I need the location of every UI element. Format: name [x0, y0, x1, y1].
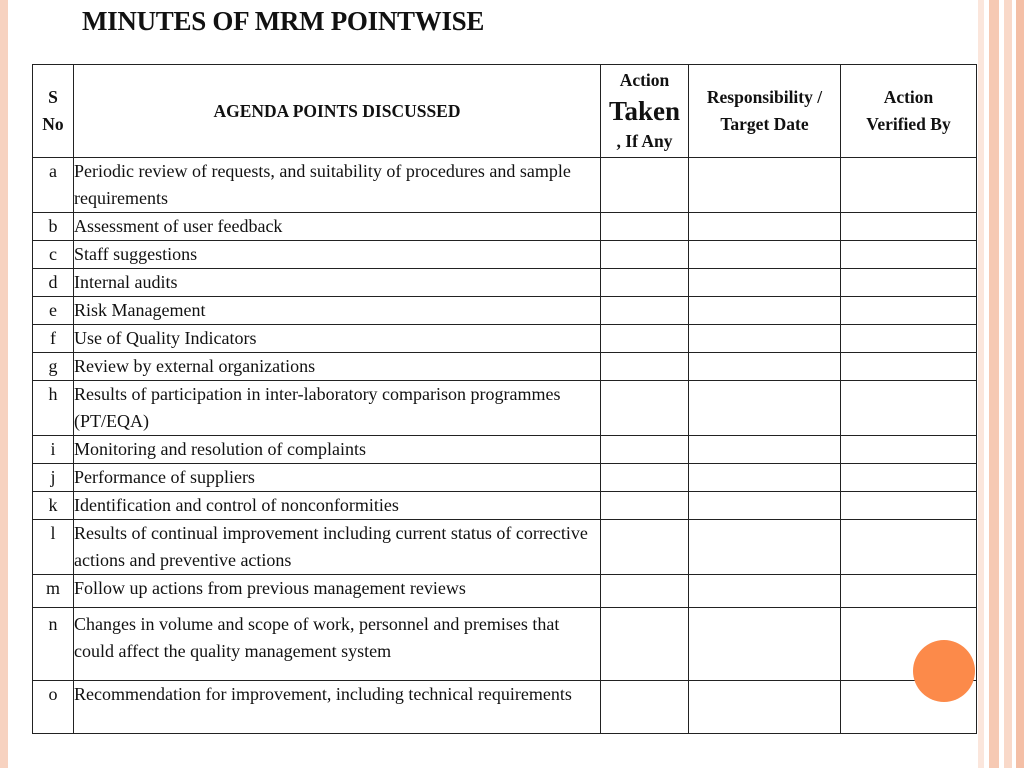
- row-agenda-point: Assessment of user feedback: [74, 213, 601, 241]
- minutes-table: [32, 64, 977, 734]
- table-row: [33, 681, 977, 734]
- table-row: [33, 269, 977, 297]
- table-header-row: [33, 65, 977, 158]
- row-sno: g: [33, 353, 74, 381]
- row-sno: e: [33, 297, 74, 325]
- row-responsibility-cell[interactable]: [689, 158, 841, 213]
- row-verified-cell[interactable]: [841, 520, 977, 575]
- row-agenda-point: Review by external organizations: [74, 353, 601, 381]
- row-verified-cell[interactable]: [841, 297, 977, 325]
- left-decorative-stripe: [0, 0, 8, 768]
- row-action-cell[interactable]: [601, 575, 689, 608]
- row-agenda-point: Results of continual improvement including current status of corrective actions and preventive actions: [74, 520, 601, 575]
- row-agenda-point: Staff suggestions: [74, 241, 601, 269]
- row-verified-cell[interactable]: [841, 381, 977, 436]
- row-responsibility-cell[interactable]: [689, 520, 841, 575]
- row-sno: a: [33, 158, 74, 213]
- table-row: [33, 241, 977, 269]
- table-row: [33, 464, 977, 492]
- row-responsibility-cell[interactable]: [689, 241, 841, 269]
- row-responsibility-cell[interactable]: [689, 213, 841, 241]
- row-responsibility-cell[interactable]: [689, 269, 841, 297]
- header-sno: [33, 65, 74, 158]
- table-row: [33, 325, 977, 353]
- header-responsibility: [689, 65, 841, 158]
- right-decorative-stripes: [978, 0, 1024, 768]
- row-action-cell[interactable]: [601, 464, 689, 492]
- row-responsibility-cell[interactable]: [689, 381, 841, 436]
- row-agenda-point: Periodic review of requests, and suitability of procedures and sample requirements: [74, 158, 601, 213]
- header-action-line2: Taken: [608, 96, 681, 126]
- row-action-cell[interactable]: [601, 353, 689, 381]
- table-row: [33, 436, 977, 464]
- row-agenda-point: Monitoring and resolution of complaints: [74, 436, 601, 464]
- row-action-cell[interactable]: [601, 213, 689, 241]
- row-agenda-point: Use of Quality Indicators: [74, 325, 601, 353]
- row-responsibility-cell[interactable]: [689, 492, 841, 520]
- row-verified-cell[interactable]: [841, 464, 977, 492]
- header-sno-line2: No: [42, 114, 64, 134]
- header-agenda: AGENDA POINTS DISCUSSED: [74, 65, 601, 158]
- row-verified-cell[interactable]: [841, 492, 977, 520]
- table-row: [33, 297, 977, 325]
- header-sno-line1: S: [48, 87, 58, 107]
- row-agenda-point: Changes in volume and scope of work, personnel and premises that could affect the quality management system: [74, 608, 601, 681]
- row-verified-cell[interactable]: [841, 269, 977, 297]
- row-agenda-point: Risk Management: [74, 297, 601, 325]
- row-responsibility-cell[interactable]: [689, 608, 841, 681]
- page-title: MINUTES OF MRM POINTWISE: [82, 6, 485, 36]
- row-agenda-point: Performance of suppliers: [74, 464, 601, 492]
- row-responsibility-cell[interactable]: [689, 575, 841, 608]
- table-row: [33, 381, 977, 436]
- row-action-cell[interactable]: [601, 681, 689, 734]
- row-action-cell[interactable]: [601, 241, 689, 269]
- header-verified-line2: Verified By: [866, 114, 951, 134]
- row-responsibility-cell[interactable]: [689, 464, 841, 492]
- row-responsibility-cell[interactable]: [689, 325, 841, 353]
- row-action-cell[interactable]: [601, 381, 689, 436]
- row-responsibility-cell[interactable]: [689, 353, 841, 381]
- header-responsibility-line1: Responsibility /: [706, 87, 823, 107]
- header-responsibility-line2: Target Date: [720, 114, 809, 134]
- row-sno: k: [33, 492, 74, 520]
- table-row: [33, 353, 977, 381]
- row-sno: h: [33, 381, 74, 436]
- header-verified-line1: Action: [883, 87, 934, 107]
- row-verified-cell[interactable]: [841, 436, 977, 464]
- row-agenda-point: Results of participation in inter-laboratory comparison programmes (PT/EQA): [74, 381, 601, 436]
- row-sno: j: [33, 464, 74, 492]
- row-action-cell[interactable]: [601, 492, 689, 520]
- row-sno: l: [33, 520, 74, 575]
- row-sno: n: [33, 608, 74, 681]
- header-verified-by: [841, 65, 977, 158]
- row-action-cell[interactable]: [601, 520, 689, 575]
- row-verified-cell[interactable]: [841, 575, 977, 608]
- row-action-cell[interactable]: [601, 158, 689, 213]
- row-sno: b: [33, 213, 74, 241]
- row-action-cell[interactable]: [601, 436, 689, 464]
- row-sno: o: [33, 681, 74, 734]
- row-verified-cell[interactable]: [841, 241, 977, 269]
- header-action-taken: [601, 65, 689, 158]
- row-agenda-point: Internal audits: [74, 269, 601, 297]
- row-sno: m: [33, 575, 74, 608]
- table-row: [33, 608, 977, 681]
- row-agenda-point: Identification and control of nonconformities: [74, 492, 601, 520]
- row-responsibility-cell[interactable]: [689, 297, 841, 325]
- table-row: [33, 575, 977, 608]
- header-action-line3: , If Any: [616, 131, 673, 151]
- row-verified-cell[interactable]: [841, 353, 977, 381]
- decorative-orange-circle: [913, 640, 975, 702]
- row-action-cell[interactable]: [601, 325, 689, 353]
- table-row: [33, 492, 977, 520]
- table-row: [33, 520, 977, 575]
- row-verified-cell[interactable]: [841, 213, 977, 241]
- row-verified-cell[interactable]: [841, 158, 977, 213]
- row-sno: i: [33, 436, 74, 464]
- row-responsibility-cell[interactable]: [689, 436, 841, 464]
- row-agenda-point: Follow up actions from previous management reviews: [74, 575, 601, 608]
- table-row: [33, 213, 977, 241]
- row-sno: c: [33, 241, 74, 269]
- row-sno: d: [33, 269, 74, 297]
- row-responsibility-cell[interactable]: [689, 681, 841, 734]
- row-action-cell[interactable]: [601, 297, 689, 325]
- row-action-cell[interactable]: [601, 269, 689, 297]
- row-agenda-point: Recommendation for improvement, including technical requirements: [74, 681, 601, 734]
- header-action-line1: Action: [619, 70, 670, 90]
- row-action-cell[interactable]: [601, 608, 689, 681]
- row-sno: f: [33, 325, 74, 353]
- row-verified-cell[interactable]: [841, 325, 977, 353]
- table-row: [33, 158, 977, 213]
